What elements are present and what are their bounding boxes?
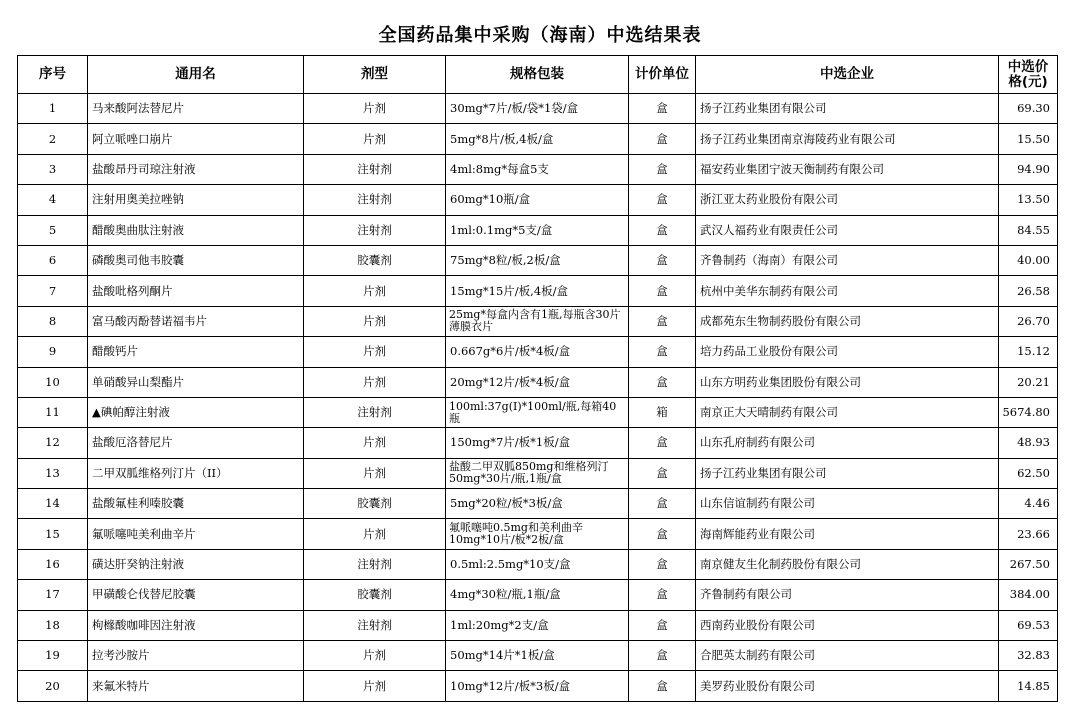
table-row — [18, 185, 1058, 215]
cell-price: 32.83 — [999, 641, 1058, 671]
cell-dosage-form: 片剂 — [304, 94, 446, 124]
table-row — [18, 94, 1058, 124]
table-row — [18, 610, 1058, 640]
cell-unit: 盒 — [629, 641, 696, 671]
cell-price: 84.55 — [999, 215, 1058, 245]
cell-price: 40.00 — [999, 245, 1058, 275]
cell-unit: 盒 — [629, 154, 696, 184]
cell-company: 山东信谊制药有限公司 — [696, 489, 999, 519]
cell-seq: 13 — [18, 458, 88, 488]
cell-generic-name: 醋酸奥曲肽注射液 — [88, 215, 304, 245]
table-row — [18, 428, 1058, 458]
cell-dosage-form: 片剂 — [304, 306, 446, 336]
cell-company: 南京正大天晴制药有限公司 — [696, 397, 999, 427]
cell-spec-package: 30mg*7片/板/袋*1袋/盒 — [446, 94, 629, 124]
cell-seq: 5 — [18, 215, 88, 245]
cell-price: 69.30 — [999, 94, 1058, 124]
cell-unit: 盒 — [629, 549, 696, 579]
header-unit: 计价单位 — [629, 56, 696, 94]
cell-spec-package: 20mg*12片/板*4板/盒 — [446, 367, 629, 397]
cell-company: 海南辉能药业有限公司 — [696, 519, 999, 549]
cell-company: 齐鲁制药有限公司 — [696, 580, 999, 610]
cell-generic-name: 磺达肝癸钠注射液 — [88, 549, 304, 579]
cell-generic-name: 盐酸厄洛替尼片 — [88, 428, 304, 458]
table-row — [18, 580, 1058, 610]
cell-spec-package: 25mg*每盒内含有1瓶,每瓶含30片薄膜衣片 — [446, 306, 629, 336]
cell-spec-package: 10mg*12片/板*3板/盒 — [446, 671, 629, 701]
cell-spec-package: 4mg*30粒/瓶,1瓶/盒 — [446, 580, 629, 610]
cell-company: 山东孔府制药有限公司 — [696, 428, 999, 458]
cell-spec-package: 盐酸二甲双胍850mg和维格列汀50mg*30片/瓶,1瓶/盒 — [446, 458, 629, 488]
cell-spec-package: 75mg*8粒/板,2板/盒 — [446, 245, 629, 275]
cell-seq: 4 — [18, 185, 88, 215]
page-title: 全国药品集中采购（海南）中选结果表 — [378, 25, 702, 46]
cell-dosage-form: 注射剂 — [304, 549, 446, 579]
table-row — [18, 215, 1058, 245]
table-row — [18, 397, 1058, 427]
cell-spec-package: 1ml:0.1mg*5支/盒 — [446, 215, 629, 245]
table-row — [18, 124, 1058, 154]
cell-price: 48.93 — [999, 428, 1058, 458]
cell-spec-package: 4ml:8mg*每盒5支 — [446, 154, 629, 184]
cell-generic-name: 盐酸昂丹司琼注射液 — [88, 154, 304, 184]
cell-spec-package: 0.667g*6片/板*4板/盒 — [446, 337, 629, 367]
header-generic-name: 通用名 — [88, 56, 304, 94]
results-table — [17, 55, 1058, 702]
cell-unit: 盒 — [629, 215, 696, 245]
cell-spec-package: 50mg*14片*1板/盒 — [446, 641, 629, 671]
cell-generic-name: 拉考沙胺片 — [88, 641, 304, 671]
cell-spec-package: 1ml:20mg*2支/盒 — [446, 610, 629, 640]
cell-generic-name: 甲磺酸仑伐替尼胶囊 — [88, 580, 304, 610]
cell-company: 西南药业股份有限公司 — [696, 610, 999, 640]
cell-unit: 盒 — [629, 519, 696, 549]
cell-seq: 15 — [18, 519, 88, 549]
header-company: 中选企业 — [696, 56, 999, 94]
cell-price: 13.50 — [999, 185, 1058, 215]
cell-spec-package: 氟哌噻吨0.5mg和美利曲辛10mg*10片/板*2板/盒 — [446, 519, 629, 549]
cell-seq: 17 — [18, 580, 88, 610]
cell-seq: 8 — [18, 306, 88, 336]
cell-seq: 2 — [18, 124, 88, 154]
cell-dosage-form: 胶囊剂 — [304, 580, 446, 610]
cell-generic-name: 阿立哌唑口崩片 — [88, 124, 304, 154]
header-price: 中选价格(元) — [999, 56, 1058, 94]
cell-generic-name: 单硝酸异山梨酯片 — [88, 367, 304, 397]
table-row — [18, 276, 1058, 306]
cell-company: 培力药品工业股份有限公司 — [696, 337, 999, 367]
cell-generic-name: ▲碘帕醇注射液 — [88, 397, 304, 427]
cell-generic-name: 枸橼酸咖啡因注射液 — [88, 610, 304, 640]
cell-price: 384.00 — [999, 580, 1058, 610]
cell-price: 20.21 — [999, 367, 1058, 397]
table-row — [18, 458, 1058, 488]
cell-dosage-form: 胶囊剂 — [304, 489, 446, 519]
cell-unit: 盒 — [629, 306, 696, 336]
cell-generic-name: 氟哌噻吨美利曲辛片 — [88, 519, 304, 549]
cell-price: 5674.80 — [999, 397, 1058, 427]
header-seq: 序号 — [18, 56, 88, 94]
cell-seq: 6 — [18, 245, 88, 275]
cell-price: 14.85 — [999, 671, 1058, 701]
cell-seq: 14 — [18, 489, 88, 519]
cell-company: 扬子江药业集团有限公司 — [696, 94, 999, 124]
cell-seq: 18 — [18, 610, 88, 640]
cell-generic-name: 富马酸丙酚替诺福韦片 — [88, 306, 304, 336]
cell-company: 浙江亚太药业股份有限公司 — [696, 185, 999, 215]
cell-unit: 盒 — [629, 245, 696, 275]
cell-generic-name: 盐酸吡格列酮片 — [88, 276, 304, 306]
cell-unit: 盒 — [629, 580, 696, 610]
table-row — [18, 337, 1058, 367]
cell-price: 15.50 — [999, 124, 1058, 154]
cell-price: 15.12 — [999, 337, 1058, 367]
table-row — [18, 489, 1058, 519]
cell-spec-package: 5mg*8片/板,4板/盒 — [446, 124, 629, 154]
cell-company: 南京健友生化制药股份有限公司 — [696, 549, 999, 579]
table-row — [18, 367, 1058, 397]
cell-unit: 盒 — [629, 458, 696, 488]
cell-price: 26.58 — [999, 276, 1058, 306]
cell-generic-name: 二甲双胍维格列汀片（II） — [88, 458, 304, 488]
cell-generic-name: 注射用奥美拉唑钠 — [88, 185, 304, 215]
header-dosage-form: 剂型 — [304, 56, 446, 94]
table-header-row — [18, 56, 1058, 94]
cell-generic-name: 盐酸氟桂利嗪胶囊 — [88, 489, 304, 519]
cell-company: 齐鲁制药（海南）有限公司 — [696, 245, 999, 275]
cell-seq: 19 — [18, 641, 88, 671]
cell-dosage-form: 片剂 — [304, 276, 446, 306]
cell-company: 福安药业集团宁波天衡制药有限公司 — [696, 154, 999, 184]
cell-company: 美罗药业股份有限公司 — [696, 671, 999, 701]
cell-dosage-form: 片剂 — [304, 519, 446, 549]
cell-dosage-form: 注射剂 — [304, 610, 446, 640]
cell-dosage-form: 片剂 — [304, 367, 446, 397]
cell-generic-name: 磷酸奥司他韦胶囊 — [88, 245, 304, 275]
cell-seq: 12 — [18, 428, 88, 458]
cell-spec-package: 0.5ml:2.5mg*10支/盒 — [446, 549, 629, 579]
cell-unit: 盒 — [629, 367, 696, 397]
cell-spec-package: 5mg*20粒/板*3板/盒 — [446, 489, 629, 519]
cell-dosage-form: 片剂 — [304, 671, 446, 701]
cell-company: 杭州中美华东制药有限公司 — [696, 276, 999, 306]
cell-unit: 盒 — [629, 610, 696, 640]
cell-unit: 盒 — [629, 124, 696, 154]
cell-unit: 盒 — [629, 671, 696, 701]
cell-price: 69.53 — [999, 610, 1058, 640]
cell-price: 267.50 — [999, 549, 1058, 579]
cell-unit: 盒 — [629, 489, 696, 519]
table-row — [18, 306, 1058, 336]
cell-unit: 盒 — [629, 337, 696, 367]
cell-company: 武汉人福药业有限责任公司 — [696, 215, 999, 245]
cell-unit: 盒 — [629, 185, 696, 215]
cell-seq: 9 — [18, 337, 88, 367]
cell-dosage-form: 注射剂 — [304, 397, 446, 427]
table-row — [18, 154, 1058, 184]
cell-company: 合肥英太制药有限公司 — [696, 641, 999, 671]
cell-company: 山东方明药业集团股份有限公司 — [696, 367, 999, 397]
cell-spec-package: 150mg*7片/板*1板/盒 — [446, 428, 629, 458]
cell-dosage-form: 片剂 — [304, 428, 446, 458]
cell-seq: 10 — [18, 367, 88, 397]
cell-dosage-form: 注射剂 — [304, 154, 446, 184]
cell-seq: 16 — [18, 549, 88, 579]
table-row — [18, 519, 1058, 549]
cell-seq: 7 — [18, 276, 88, 306]
cell-unit: 盒 — [629, 94, 696, 124]
cell-unit: 盒 — [629, 276, 696, 306]
cell-seq: 1 — [18, 94, 88, 124]
cell-dosage-form: 胶囊剂 — [304, 245, 446, 275]
cell-company: 成都苑东生物制药股份有限公司 — [696, 306, 999, 336]
cell-seq: 3 — [18, 154, 88, 184]
cell-generic-name: 醋酸钙片 — [88, 337, 304, 367]
table-row — [18, 671, 1058, 701]
cell-seq: 11 — [18, 397, 88, 427]
cell-price: 23.66 — [999, 519, 1058, 549]
header-spec-package: 规格包装 — [446, 56, 629, 94]
cell-generic-name: 马来酸阿法替尼片 — [88, 94, 304, 124]
cell-dosage-form: 片剂 — [304, 337, 446, 367]
cell-unit: 箱 — [629, 397, 696, 427]
cell-price: 62.50 — [999, 458, 1058, 488]
cell-company: 扬子江药业集团有限公司 — [696, 458, 999, 488]
table-row — [18, 549, 1058, 579]
cell-unit: 盒 — [629, 428, 696, 458]
cell-seq: 20 — [18, 671, 88, 701]
table-row — [18, 245, 1058, 275]
cell-dosage-form: 片剂 — [304, 641, 446, 671]
cell-generic-name: 来氟米特片 — [88, 671, 304, 701]
cell-dosage-form: 片剂 — [304, 458, 446, 488]
cell-price: 26.70 — [999, 306, 1058, 336]
table-row — [18, 641, 1058, 671]
cell-price: 94.90 — [999, 154, 1058, 184]
cell-dosage-form: 注射剂 — [304, 215, 446, 245]
cell-company: 扬子江药业集团南京海陵药业有限公司 — [696, 124, 999, 154]
cell-spec-package: 15mg*15片/板,4板/盒 — [446, 276, 629, 306]
cell-spec-package: 60mg*10瓶/盒 — [446, 185, 629, 215]
cell-price: 4.46 — [999, 489, 1058, 519]
cell-dosage-form: 片剂 — [304, 124, 446, 154]
cell-spec-package: 100ml:37g(I)*100ml/瓶,每箱40瓶 — [446, 397, 629, 427]
cell-dosage-form: 注射剂 — [304, 185, 446, 215]
